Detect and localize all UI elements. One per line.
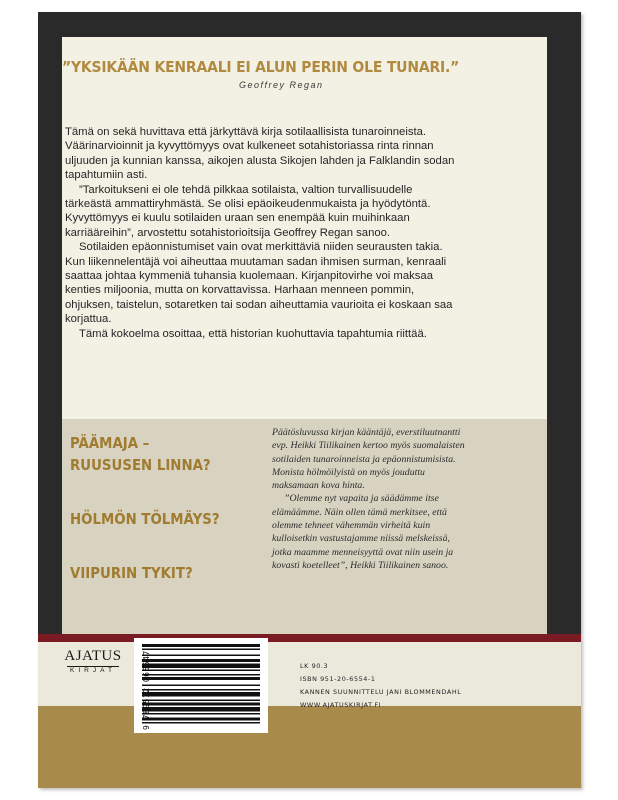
blurb-line: tärkeästä ammattiryhmästä. Se olisi epäoikeudenmukaista ja hyödytöntä. [65, 198, 431, 211]
note-line: maksamaan kova hinta. [272, 480, 365, 492]
publication-info [300, 660, 461, 712]
note-line: kovasti koetelleet”, Heikki Tiilikainen sanoo. [272, 559, 449, 571]
note-line: elämäämme. Näin ollen tämä merkitsee, että [272, 506, 447, 518]
barcode-bars-icon [142, 642, 264, 729]
isbn-number: ISBN 951-20-6554-1 [300, 675, 376, 683]
publisher-logo [63, 648, 123, 684]
question-heading-holmon-tolmays: HÖLMÖN TÖLMÄYS? [70, 510, 220, 528]
question-line: PÄÄMAJA – [70, 434, 150, 452]
blurb-line: ohjuksen, taistelun, sotaretken tai sodan aiheuttamia vaurioita ei koskaan saa [65, 298, 453, 311]
logo-subtitle: KIRJAT [70, 667, 116, 674]
blurb-line: korjattua. [65, 313, 112, 326]
blurb-line: Kun liikennelentäjä voi aiheuttaa muutaman sadan ihmisen surman, kenraali [65, 255, 447, 268]
isbn-barcode [134, 638, 268, 733]
logo-wordmark: AJATUS [64, 648, 122, 664]
question-line: RUUSUSEN LINNA? [70, 456, 211, 474]
blurb-line: Väärinarvioinnit ja kyvyttömyys ovat kulkeneet sotahistoriassa rinta rinnan [65, 140, 434, 153]
note-line: evp. Heikki Tiilikainen kertoo myös suomalaisten [272, 440, 465, 452]
red-stripe [38, 634, 581, 642]
note-line: kulloisetkin vastustajamme niissä melskeissä, [272, 533, 450, 545]
quote-author: Geoffrey Regan [239, 80, 324, 90]
translator-note [272, 426, 504, 572]
library-class: LK 90.3 [300, 662, 329, 670]
blurb-line: uljuuden ja kunnian kanssa, aikojen alusta Sikojen lahden ja Falklandin sodan [65, 154, 455, 167]
blurb-line: ”Tarkoitukseni ei ole tehdä pilkkaa sotilaista, valtion turvallisuudelle [79, 183, 413, 196]
question-heading-viipurin-tykit: VIIPURIN TYKIT? [70, 564, 193, 582]
headline-quote: ”YKSIKÄÄN KENRAALI EI ALUN PERIN OLE TUNARI.” [62, 58, 460, 76]
blurb-text [65, 125, 505, 341]
note-line: jotka maamme menneisyyttä ovat niin usein ja [272, 546, 454, 558]
blurb-line: tapahtumiin asti. [65, 169, 148, 182]
blurb-line: Sotilaiden epäonnistumiset vain ovat merkittäviä niiden seurausten takia. [79, 241, 443, 254]
question-heading-paamaja [70, 432, 211, 476]
note-line: Monista hölmöilyistä on myös jouduttu [272, 466, 425, 478]
blurb-line: Tämä on sekä huvittava että järkyttävä kirja sotilaallisista tunaroinneista. [65, 126, 427, 138]
blurb-line: Tämä kokoelma osoittaa, että historian kuohuttavia tapahtumia riittää. [79, 327, 427, 340]
note-line: Päätösluvussa kirjan kääntäjä, everstiluutnantti [272, 427, 461, 438]
cover-design-credit: KANNEN SUUNNITTELU JANI BLOMMENDAHL [300, 688, 462, 696]
blurb-line: karriääreihin”, arvostettu sotahistorioitsija Geoffrey Regan sanoo. [65, 226, 391, 239]
blurb-line: Kyvyttömyys ei kuulu sotilaiden uraan sen enempää kuin muihinkaan [65, 212, 410, 225]
note-line: olemme tehneet vähemmän virheitä kuin [272, 520, 431, 532]
gold-bottom-band [38, 706, 581, 788]
note-line: sotilaiden tunaroinneista ja epäonnistumisista. [272, 453, 456, 465]
note-line: ”Olemme nyt vapaita ja säädämme itse [284, 493, 439, 505]
blurb-line: kenties miljoonia, mutta on korvattavissa. Harhaan menneen pommin, [65, 284, 415, 297]
blurb-line: saattaa johtaa kymmeniä tuhansia kuolemaan. Kirjanpitovirhe voi maksaa [65, 270, 433, 283]
publisher-website: WWW.AJATUSKIRJAT.FI [300, 701, 382, 709]
